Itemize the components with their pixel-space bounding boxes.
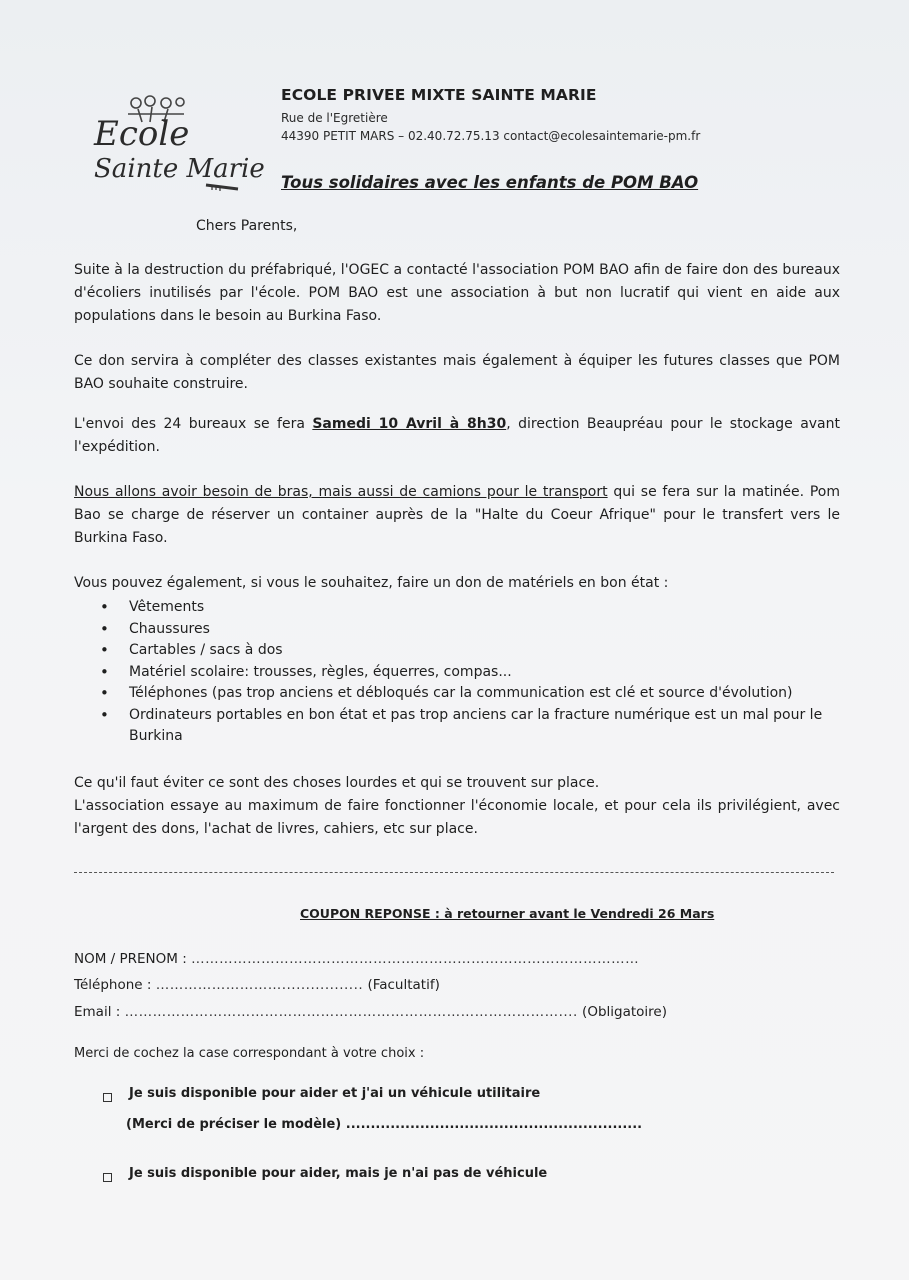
email-label: Email : xyxy=(74,1004,125,1020)
paragraph-don: Ce don servira à compléter des classes existantes mais également à équiper les futures classes que POM BAO souhaite construire. xyxy=(74,353,840,392)
transport-details: qui se fera sur la matinée. Pom Bao se charge de réserver un container auprès de la "Halte du Coeur Afrique" pour le transfert vers le Burkina Faso. xyxy=(74,484,841,546)
donation-list xyxy=(100,597,840,748)
cut-line xyxy=(74,872,834,873)
phone-field[interactable] xyxy=(74,977,440,993)
list-item: • Téléphones (pas trop anciens et débloqués car la communication est clé et source d'évolution) xyxy=(100,683,840,705)
school-logo xyxy=(88,92,265,196)
greeting: Chers Parents, xyxy=(196,218,298,234)
email-field[interactable] xyxy=(74,1004,667,1020)
paragraph-transport xyxy=(74,481,840,550)
paragraph-date xyxy=(74,413,840,459)
list-item: • Cartables / sacs à dos xyxy=(100,640,840,662)
pickup-date: Samedi 10 Avril à 8h30 xyxy=(312,416,507,432)
vehicle-checkbox[interactable] xyxy=(103,1093,112,1102)
name-label: NOM / PRENOM : xyxy=(74,951,192,967)
date-text-before: L'envoi des 24 bureaux se fera xyxy=(74,416,313,432)
list-item: • Matériel scolaire: trousses, règles, équerres, compas... xyxy=(100,662,840,684)
phone-blank[interactable]: ………………………................. xyxy=(155,977,364,993)
logo-text-ecole: Ecole xyxy=(94,114,190,154)
email-note: (Obligatoire) xyxy=(577,1004,667,1020)
name-field[interactable] xyxy=(74,951,639,967)
choice-with-vehicle: Je suis disponible pour aider et j'ai un véhicule utilitaire xyxy=(129,1086,541,1101)
paragraph-avoid: Ce qu'il faut éviter ce sont des choses lourdes et qui se trouvent sur place. xyxy=(74,775,600,791)
transport-request: Nous allons avoir besoin de bras, mais aussi de camions pour le transport xyxy=(74,484,608,500)
phone-note: (Facultatif) xyxy=(363,977,440,993)
vehicle-model-label: (Merci de préciser le modèle) xyxy=(126,1117,342,1132)
coupon-title: COUPON REPONSE : à retourner avant le Vendredi 26 Mars xyxy=(300,906,715,921)
choice-without-vehicle: Je suis disponible pour aider, mais je n'ai pas de véhicule xyxy=(129,1166,548,1181)
no-vehicle-checkbox[interactable] xyxy=(103,1173,112,1182)
school-contact: 44390 PETIT MARS – 02.40.72.75.13 contact@ecolesaintemarie-pm.fr xyxy=(281,129,701,143)
paragraph-intro: Suite à la destruction du préfabriqué, l'OGEC a contacté l'association POM BAO afin de faire don des bureaux d'écoliers inutilisés par l'école. POM BAO est une association à but non lucratif qui vient en aide aux populations dans le besoin au Burkina Faso. xyxy=(74,262,840,324)
paragraph-donation: Vous pouvez également, si vous le souhaitez, faire un don de matériels en bon état : xyxy=(74,575,669,591)
list-item: • Ordinateurs portables en bon état et pas trop anciens car la fracture numérique est un mal pour le Burkina xyxy=(100,705,840,748)
school-street: Rue de l'Egretière xyxy=(281,111,388,125)
paragraph-local-economy: L'association essaye au maximum de faire fonctionner l'économie locale, et pour cela ils privilégient, avec l'argent des dons, l'achat de livres, cahiers, etc sur place. xyxy=(74,798,840,837)
vehicle-model-blank[interactable]: ............................................................ xyxy=(341,1117,643,1132)
vehicle-model-field[interactable] xyxy=(126,1117,642,1132)
list-item: • Vêtements xyxy=(100,597,840,619)
school-name: ECOLE PRIVEE MIXTE SAINTE MARIE xyxy=(281,86,597,104)
letter-headline: Tous solidaires avec les enfants de POM BAO xyxy=(281,173,699,192)
choice-instruction: Merci de cochez la case correspondant à votre choix : xyxy=(74,1046,425,1061)
logo-text-sainte-marie: Sainte Marie xyxy=(94,154,265,184)
date-text-after: , direction Beaupréau pour le stockage avant l'expédition. xyxy=(74,416,840,455)
name-blank[interactable]: …………………………………………………………………………………… xyxy=(191,951,640,967)
list-item: • Chaussures xyxy=(100,619,840,641)
phone-label: Téléphone : xyxy=(74,977,156,993)
email-blank[interactable]: ………………………………………………………………………………….... xyxy=(124,1004,578,1020)
